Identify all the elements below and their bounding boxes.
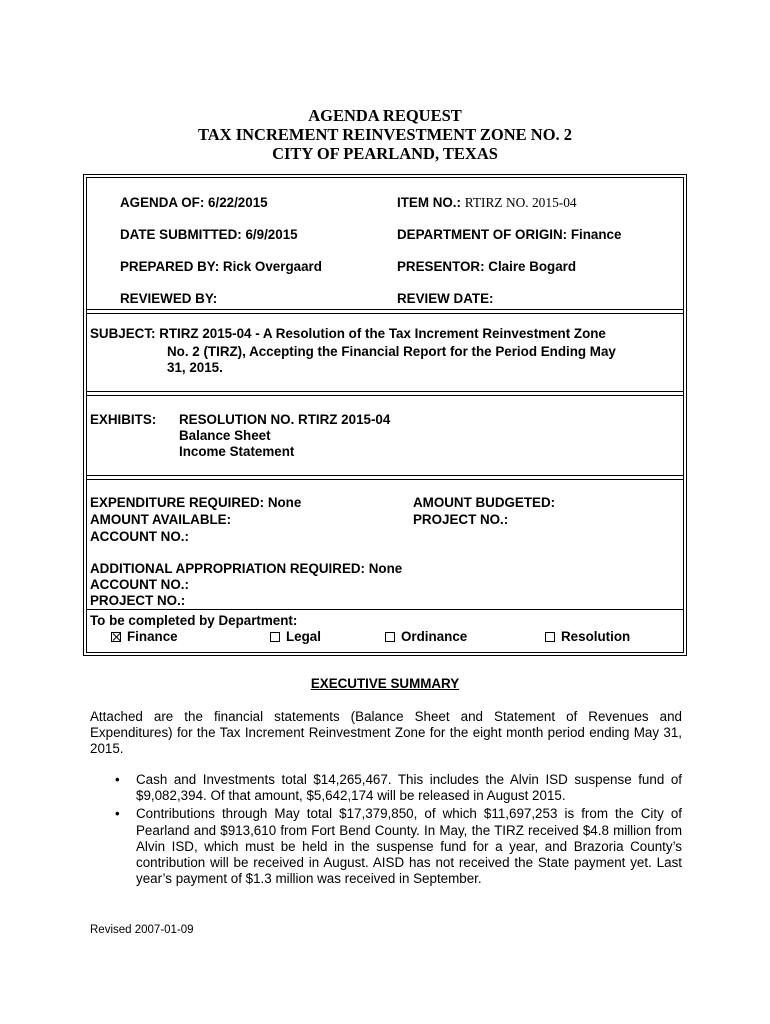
- document-subtitle-zone: TAX INCREMENT REINVESTMENT ZONE NO. 2: [197, 125, 573, 144]
- subject-line-3: 31, 2015.: [167, 360, 223, 375]
- checkbox-label: Finance: [127, 629, 178, 644]
- divider: [86, 479, 684, 480]
- checkbox-empty-icon[interactable]: [270, 632, 280, 642]
- project-no-field: PROJECT NO.:: [413, 512, 509, 527]
- exhibit-item: Income Statement: [179, 444, 295, 459]
- executive-summary-bullets: [90, 772, 682, 889]
- presentor-field: PRESENTOR: Claire Bogard: [397, 259, 577, 274]
- appropriation-account-no-field: ACCOUNT NO.:: [90, 577, 189, 592]
- item-no-label: ITEM NO.:: [397, 195, 461, 210]
- department-of-origin-field: DEPARTMENT OF ORIGIN: Finance: [397, 227, 622, 242]
- checkbox-option-ordinance[interactable]: [385, 629, 467, 645]
- bullet-icon: •: [115, 806, 120, 822]
- appropriation-project-no-field: PROJECT NO.:: [90, 593, 186, 608]
- divider: [86, 313, 684, 314]
- list-item: [90, 806, 682, 887]
- checkbox-label: Ordinance: [401, 629, 468, 644]
- amount-available-field: AMOUNT AVAILABLE:: [90, 512, 232, 527]
- checkbox-checked-icon[interactable]: [111, 632, 121, 642]
- additional-appropriation-field: ADDITIONAL APPROPRIATION REQUIRED: None: [90, 561, 403, 576]
- prepared-by-field: PREPARED BY: Rick Overgaard: [120, 259, 322, 274]
- exhibit-item: RESOLUTION NO. RTIRZ 2015-04: [179, 412, 391, 427]
- exhibit-item: Balance Sheet: [179, 428, 271, 443]
- executive-summary-intro: Attached are the financial statements (Balance Sheet and Statement of Revenues and Expenditures) for the Tax Increment Reinvestment Zone for the eight month period ending May 31, 2015.: [90, 709, 682, 757]
- amount-budgeted-field: AMOUNT BUDGETED:: [413, 495, 556, 510]
- bullet-text: Contributions through May total $17,379,850, of which $11,697,253 is from the City of Pearland and $913,610 from Fort Bend County. In May, the TIRZ received $4.8 million from Alvin ISD, which must be held in the suspense fund for a year, and Brazoria County’s contribution will be received in August. AISD has not received the State payment yet. Last year’s payment of $1.3 million was received in September.: [136, 806, 682, 887]
- checkbox-option-finance[interactable]: [111, 629, 178, 645]
- subject-line-2: No. 2 (TIRZ), Accepting the Financial Report for the Period Ending May: [167, 344, 616, 359]
- document-subtitle-city: CITY OF PEARLAND, TEXAS: [272, 144, 498, 163]
- review-date-field: REVIEW DATE:: [397, 291, 494, 306]
- bullet-text: Cash and Investments total $14,265,467. This includes the Alvin ISD suspense fund of $9,082,394. Of that amount, $5,642,174 will be released in August 2015.: [136, 772, 682, 804]
- account-no-field: ACCOUNT NO.:: [90, 529, 189, 544]
- checkbox-label: Legal: [286, 629, 321, 644]
- checkbox-empty-icon[interactable]: [545, 632, 555, 642]
- divider: [86, 395, 684, 396]
- divider: [86, 309, 684, 310]
- agenda-of-field: AGENDA OF: 6/22/2015: [120, 195, 268, 210]
- document-title: AGENDA REQUEST: [308, 106, 462, 125]
- divider: [86, 609, 684, 610]
- date-submitted-field: DATE SUBMITTED: 6/9/2015: [120, 227, 298, 242]
- department-completion-label: To be completed by Department:: [90, 613, 298, 628]
- item-no-field: [397, 195, 577, 211]
- reviewed-by-field: REVIEWED BY:: [120, 291, 218, 306]
- divider: [86, 391, 684, 392]
- executive-summary-heading: EXECUTIVE SUMMARY: [310, 676, 460, 691]
- checkbox-option-legal[interactable]: [270, 629, 321, 645]
- exhibits-label: EXHIBITS:: [90, 412, 157, 427]
- checkbox-empty-icon[interactable]: [385, 632, 395, 642]
- item-no-value: RTIRZ NO. 2015-04: [464, 195, 577, 210]
- expenditure-required-field: EXPENDITURE REQUIRED: None: [90, 495, 302, 510]
- checkbox-option-resolution[interactable]: [545, 629, 630, 645]
- list-item: [90, 772, 682, 804]
- subject-line-1: SUBJECT: RTIRZ 2015-04 - A Resolution of the Tax Increment Reinvestment Zone: [90, 326, 606, 341]
- bullet-icon: •: [115, 772, 120, 787]
- checkbox-label: Resolution: [561, 629, 631, 644]
- divider: [86, 475, 684, 476]
- revision-footer: Revised 2007-01-09: [90, 924, 194, 936]
